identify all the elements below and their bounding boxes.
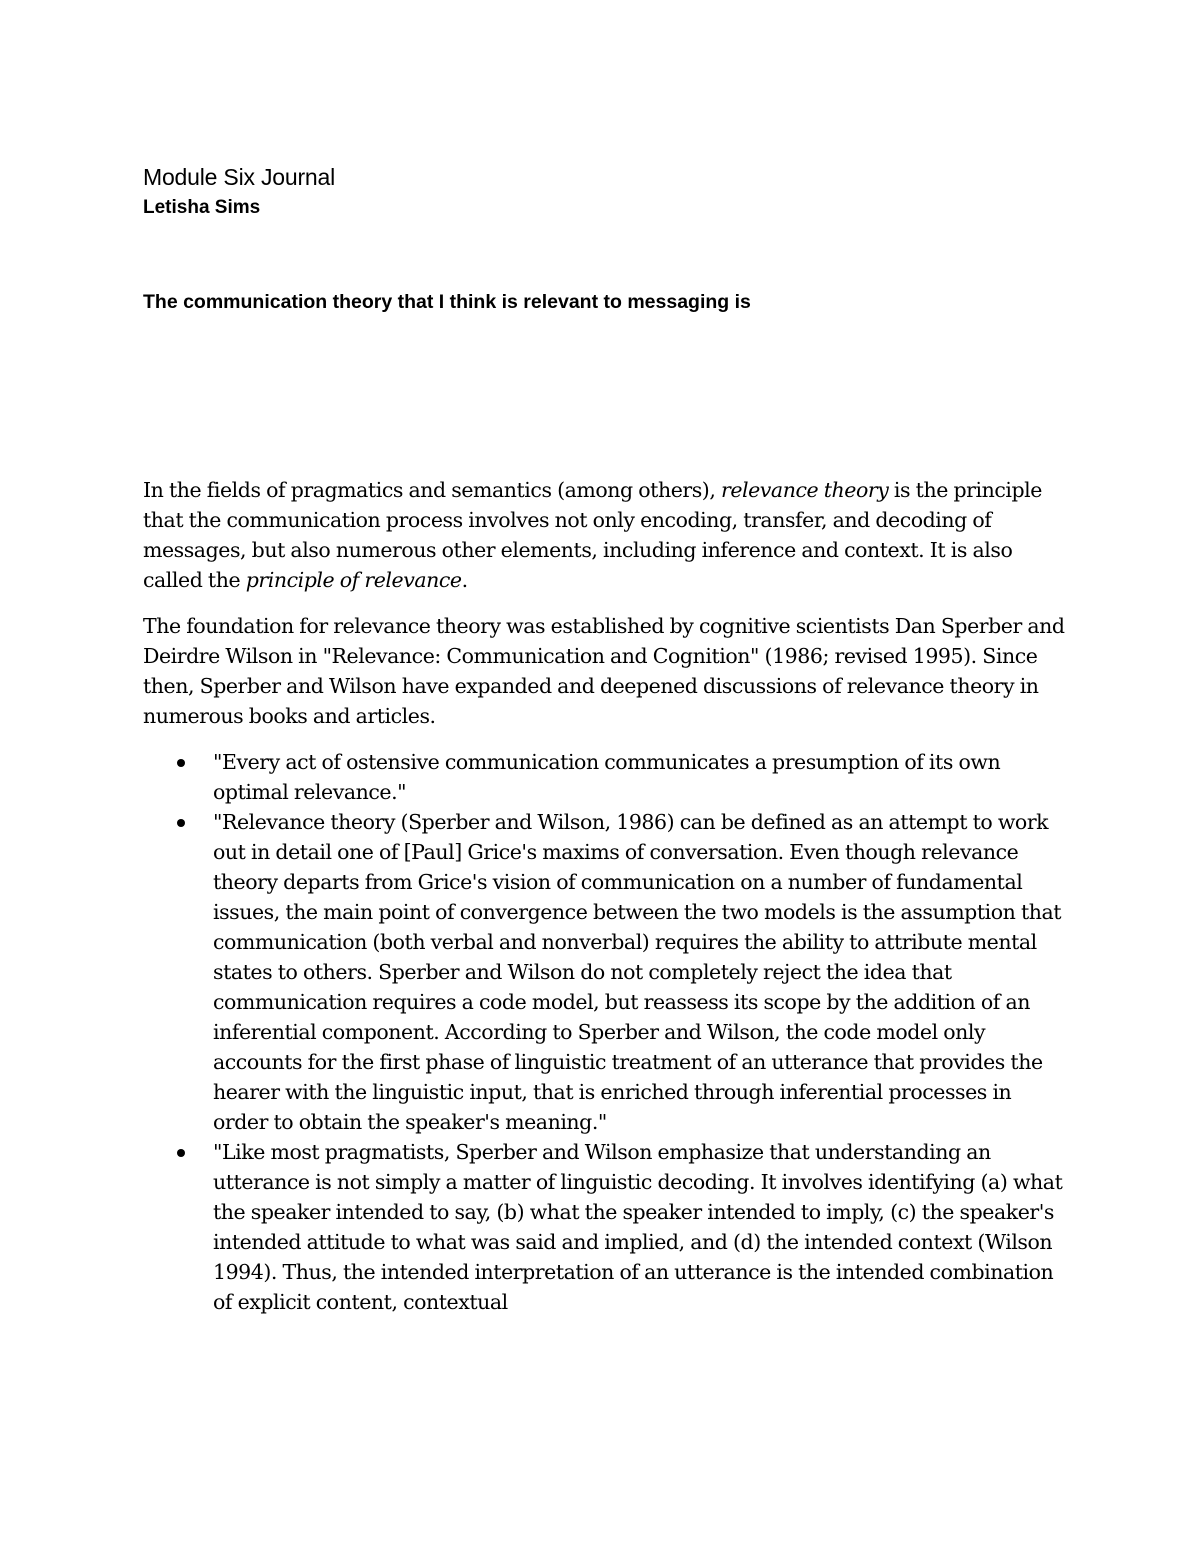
paragraph-definition — [143, 475, 1068, 595]
paragraph-text: is the principle that the communication process involves not only encoding, transfer, and decoding of messages, but also numerous other elements, including inference and context. It is also called the — [143, 478, 1042, 592]
italic-term: relevance theory — [720, 478, 889, 502]
paragraph-text: In the fields of pragmatics and semantics (among others), — [143, 478, 721, 502]
document-title: Module Six Journal — [143, 164, 336, 190]
paragraph-text: . — [461, 568, 468, 592]
list-item: "Like most pragmatists, Sperber and Wilson emphasize that understanding an utterance is not simply a matter of linguistic decoding. It involves identifying (a) what the speaker intended to say, (b) what the speaker intended to imply, (c) the speaker's intended attitude to what was said and implied, and (d) the intended context (Wilson 1994). Thus, the intended interpretation of an utterance is the intended combination of explicit content, contextual — [213, 1137, 1068, 1317]
author-name: Letisha Sims — [143, 197, 261, 218]
paragraph-foundation: The foundation for relevance theory was established by cognitive scientists Dan Sperber and Deirdre Wilson in "Relevance: Communication and Cognition" (1986; revised 1995). Since then, Sperber and Wilson have expanded and deepened discussions of relevance theory in numerous books and articles. — [143, 614, 1065, 728]
list-item: "Every act of ostensive communication communicates a presumption of its own optimal relevance." — [213, 747, 1068, 807]
document-body — [143, 475, 1068, 1317]
quote-list — [143, 747, 1068, 1317]
italic-term: principle of relevance — [245, 568, 462, 592]
list-item: "Relevance theory (Sperber and Wilson, 1986) can be defined as an attempt to work out in detail one of [Paul] Grice's maxims of conversation. Even though relevance theory departs from Grice's vision of communication on a number of fundamental issues, the main point of convergence between the two models is the assumption that communication (both verbal and nonverbal) requires the ability to attribute mental states to others. Sperber and Wilson do not completely reject the idea that communication requires a code model, but reassess its scope by the addition of an inferential component. According to Sperber and Wilson, the code model only accounts for the first phase of linguistic treatment of an utterance that provides the hearer with the linguistic input, that is enriched through inferential processes in order to obtain the speaker's meaning." — [213, 807, 1068, 1137]
intro-sentence: The communication theory that I think is relevant to messaging is — [143, 291, 751, 313]
